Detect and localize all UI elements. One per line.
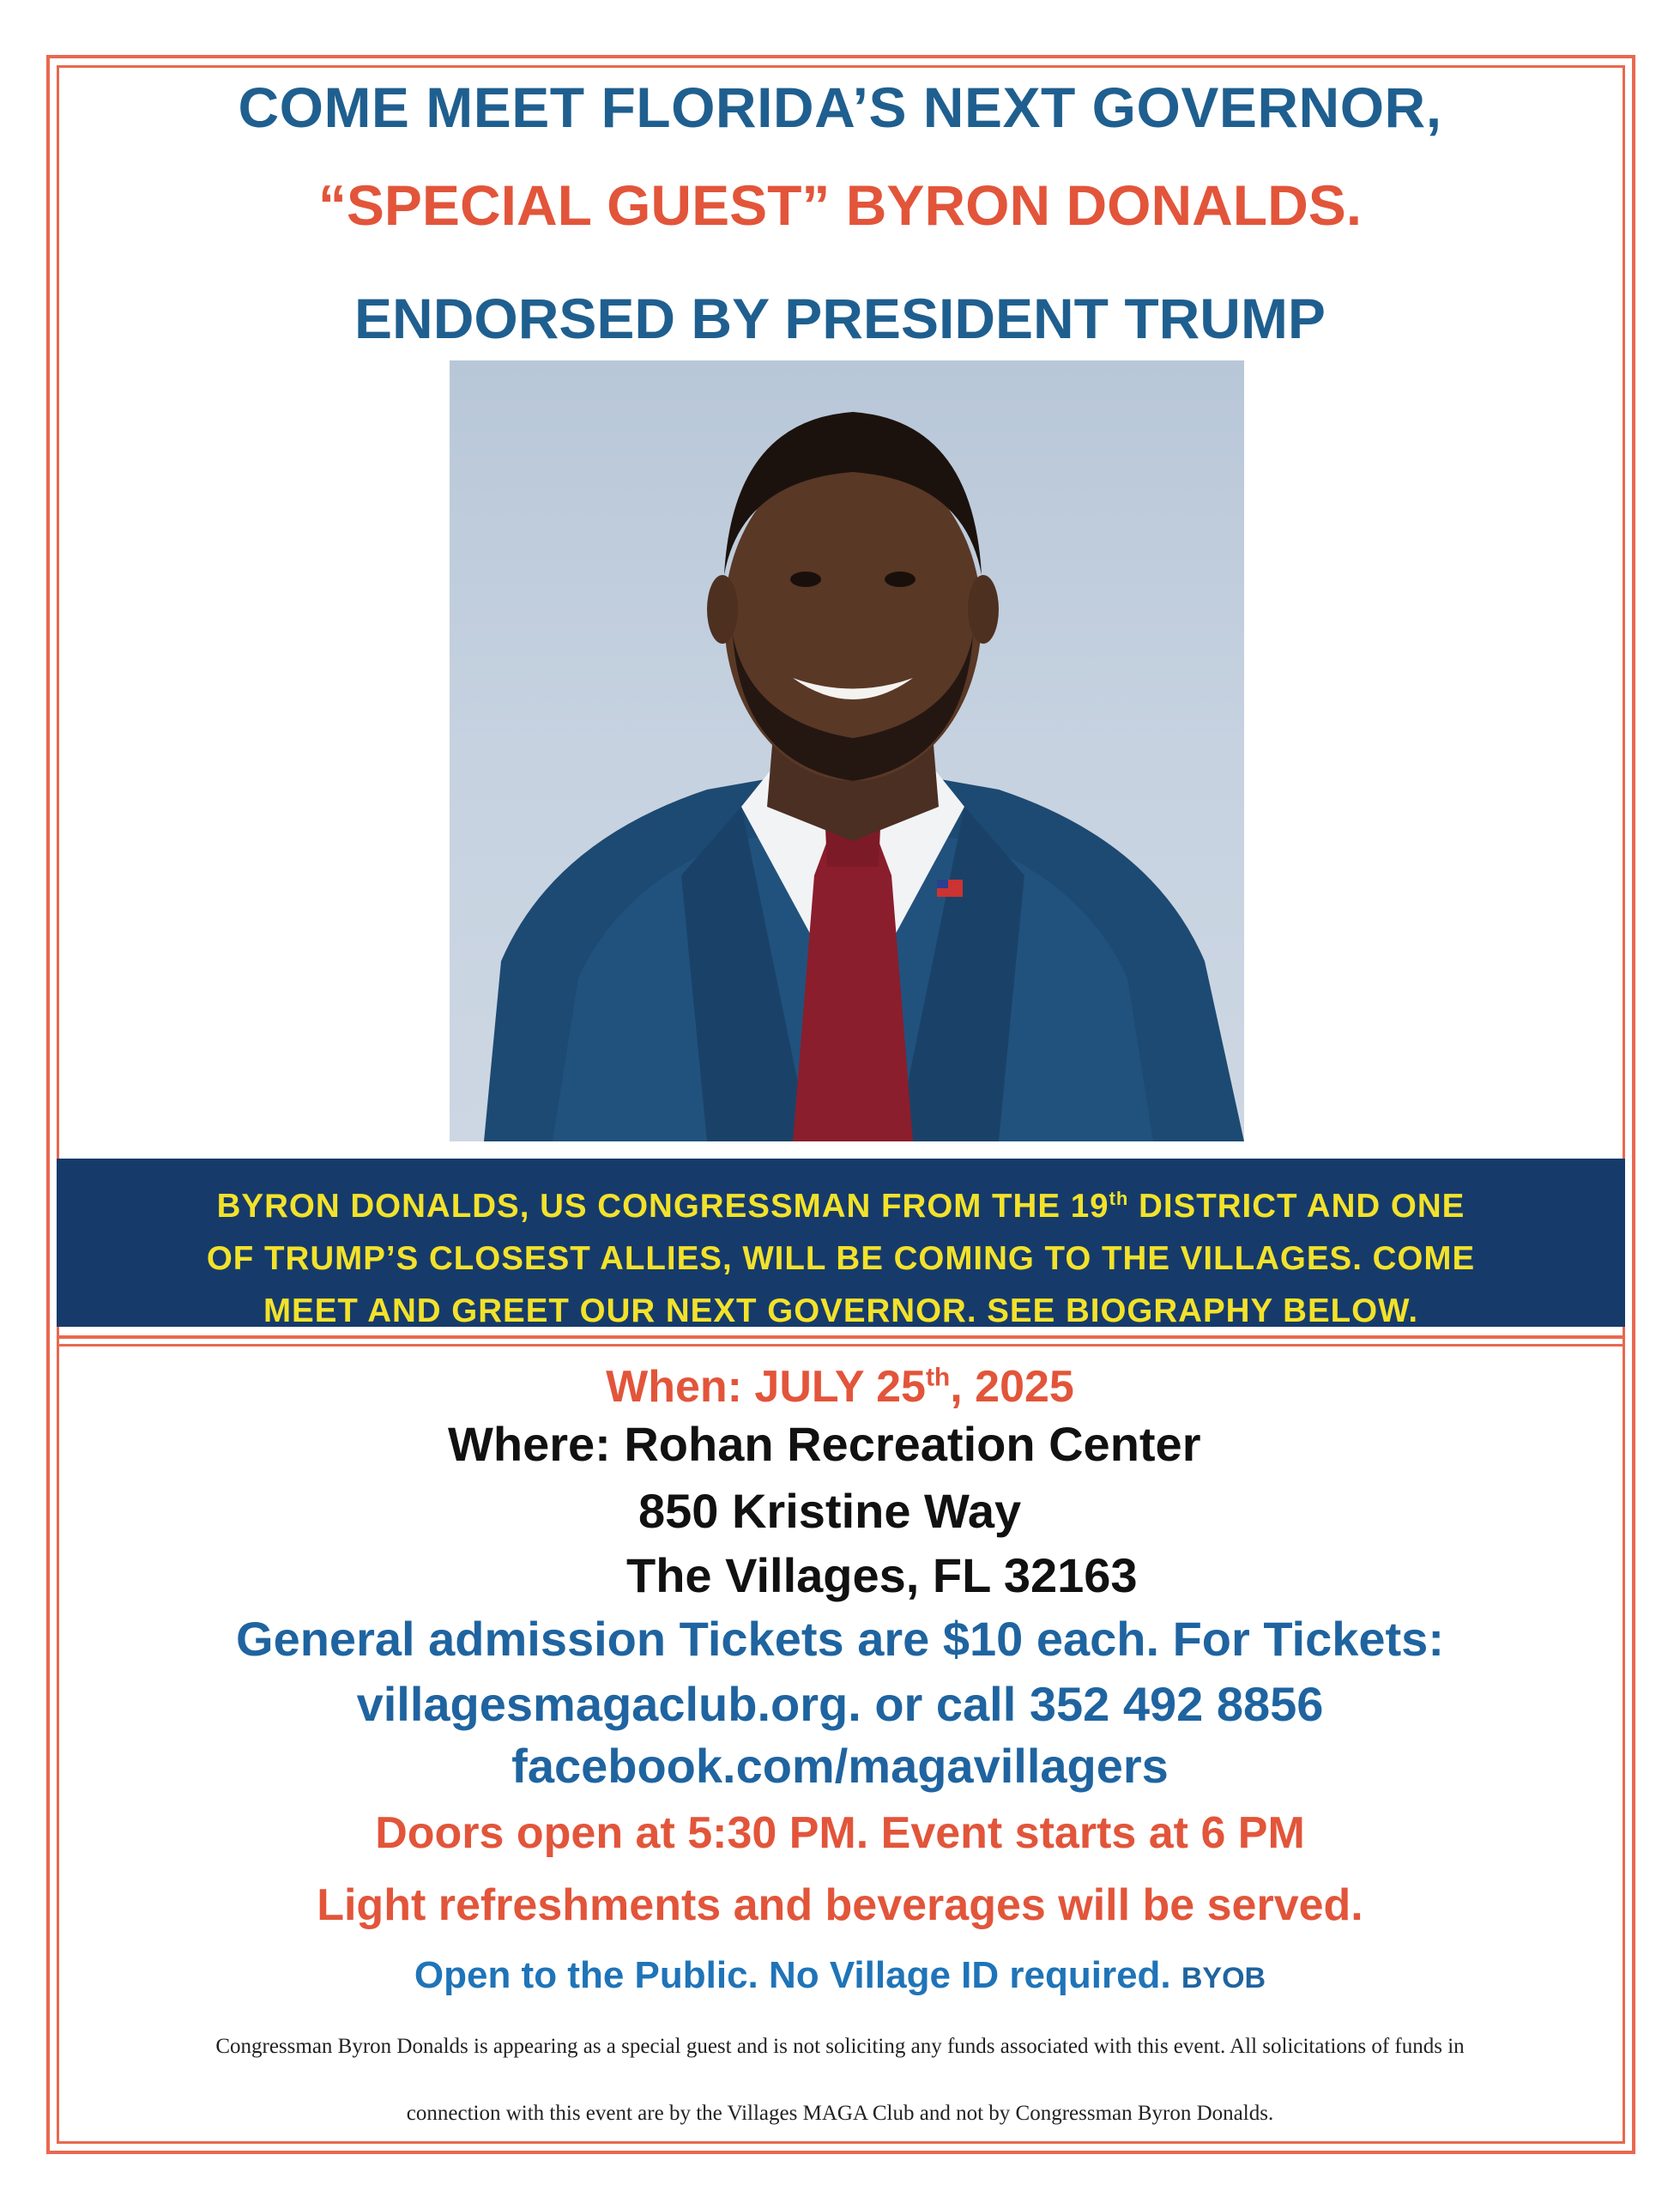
public-note: Open to the Public. No Village ID required. BYOB [414,1954,1266,1996]
event-times: Doors open at 5:30 PM. Event starts at 6 PM [375,1808,1305,1858]
banner-line-2: OF TRUMP’S CLOSEST ALLIES, WILL BE COMING TO THE VILLAGES. COME [206,1239,1476,1277]
divider [57,1335,1625,1339]
headline-line-1: COME MEET FLORIDA’S NEXT GOVERNOR, [238,76,1442,139]
banner-line-1: BYRON DONALDS, US CONGRESSMAN FROM THE 19th DISTRICT AND ONE [216,1187,1465,1225]
ticket-info: General admission Tickets are $10 each. For Tickets: [236,1612,1444,1666]
disclaimer-line-2: connection with this event are by the Villages MAGA Club and not by Congressman Byron Donalds. [406,2102,1274,2125]
website-phone: villagesmagaclub.org. or call 352 492 8856 [356,1677,1324,1731]
facebook-link: facebook.com/magavillagers [511,1739,1169,1793]
event-city: The Villages, FL 32163 [626,1548,1138,1602]
byob-note: BYOB [1181,1962,1266,1994]
disclaimer-line-1: Congressman Byron Donalds is appearing as a special guest and is not soliciting any funds associated with this event. All solicitations of funds in [215,2035,1465,2058]
refreshments-note: Light refreshments and beverages will be served. [317,1880,1363,1930]
headline-line-2: “SPECIAL GUEST” BYRON DONALDS. [317,173,1363,237]
headline-line-3: ENDORSED BY PRESIDENT TRUMP [354,287,1326,350]
portrait-illustration [450,360,1244,1141]
banner-line-3: MEET AND GREET OUR NEXT GOVERNOR. SEE BIOGRAPHY BELOW. [263,1292,1419,1329]
event-street: 850 Kristine Way [638,1484,1022,1538]
portrait-photo [450,360,1244,1141]
bio-banner [57,1159,1625,1327]
divider [57,1344,1625,1347]
event-venue: Where: Rohan Recreation Center [448,1417,1201,1471]
event-date: When: JULY 25th, 2025 [606,1362,1074,1412]
